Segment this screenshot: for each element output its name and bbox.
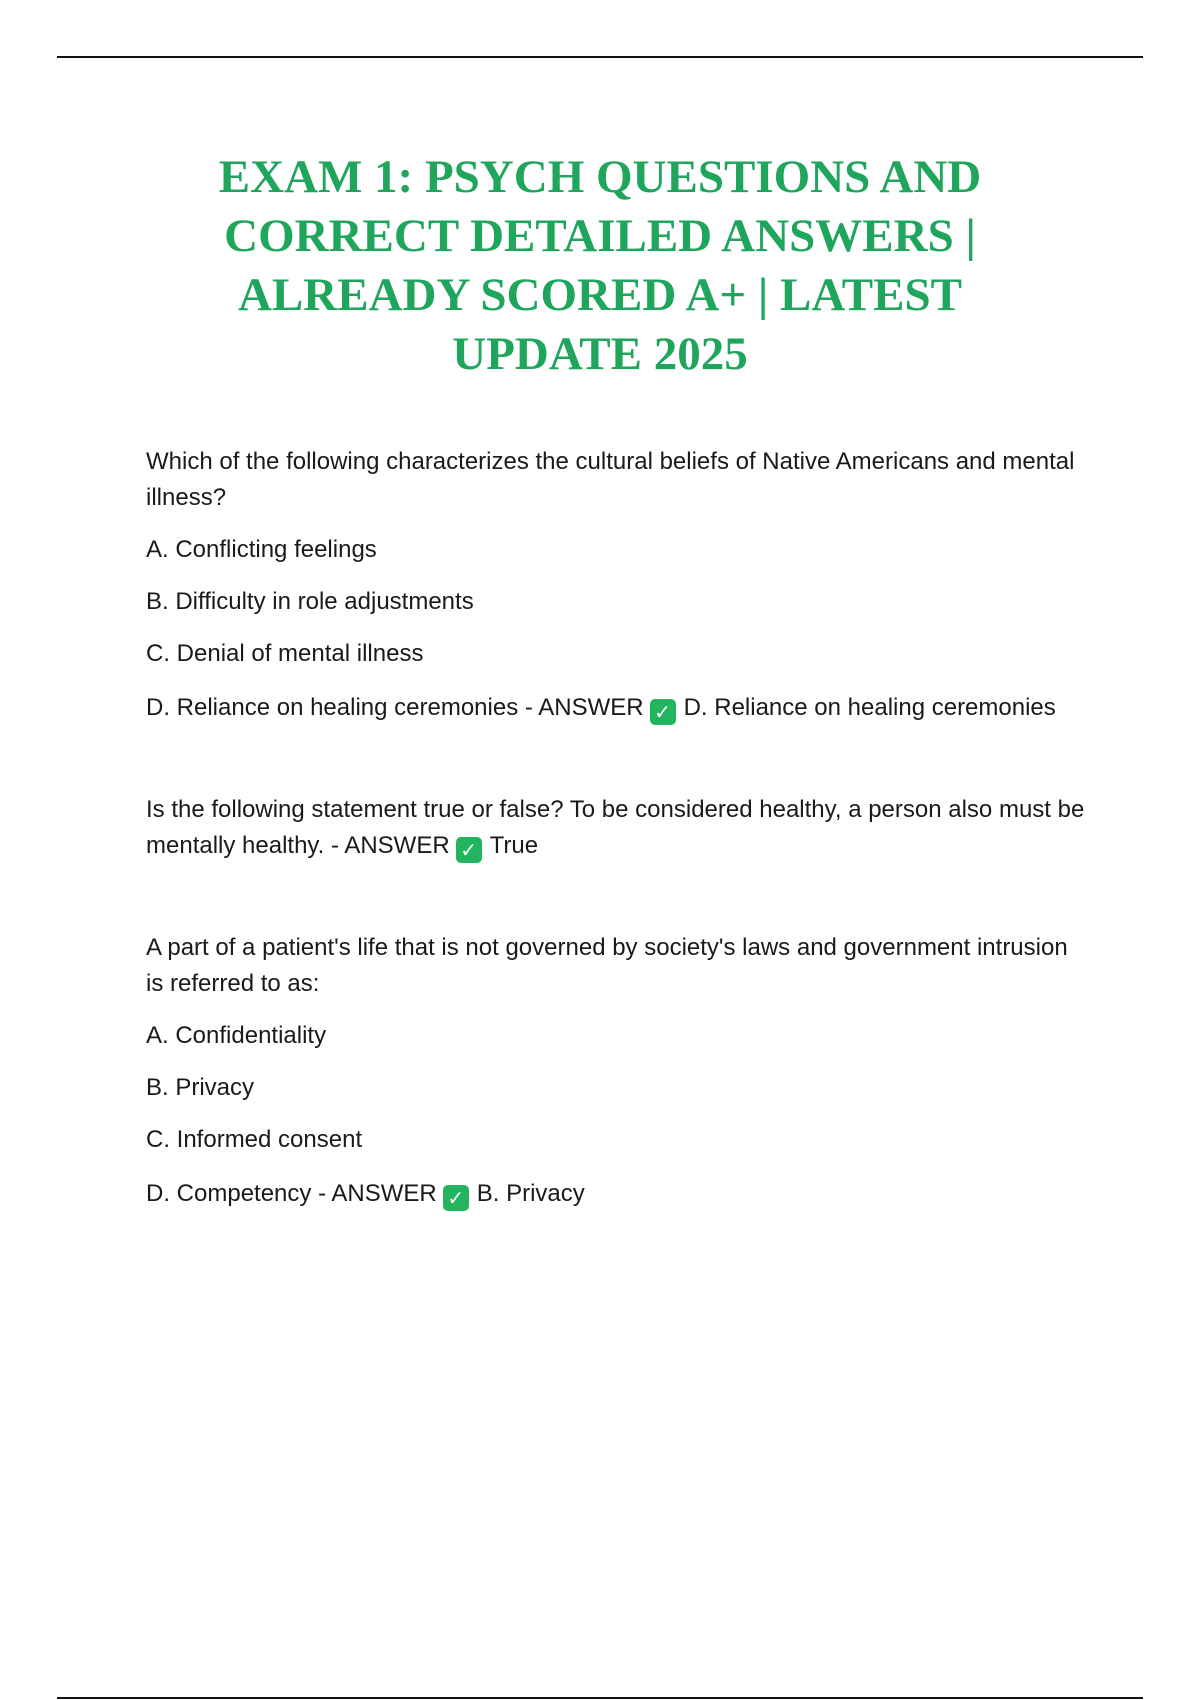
bottom-rule — [57, 1697, 1143, 1699]
option: C. Denial of mental illness — [146, 640, 424, 667]
answer-label: - ANSWER — [518, 694, 644, 721]
option: A. Confidentiality — [146, 1022, 327, 1049]
document-body — [146, 444, 1086, 1212]
check-mark-icon: ✓ — [456, 837, 482, 863]
question-text: Is the following statement true or false? To be considered healthy, a person also must be mentally healthy. — [146, 796, 1085, 859]
question-text: A part of a patient's life that is not governed by society's laws and government intrusion is referred to as: — [146, 934, 1068, 997]
document-title: EXAM 1: PSYCH QUESTIONS AND CORRECT DETAILED ANSWERS | ALREADY SCORED A+ | LATEST UPDATE 2025 — [218, 151, 982, 380]
question-1 — [146, 444, 1086, 726]
answer-label: - ANSWER — [311, 1180, 437, 1207]
question-3 — [146, 930, 1086, 1212]
option: B. Privacy — [146, 1074, 255, 1101]
option: A. Conflicting feelings — [146, 536, 377, 563]
option: D. Competency — [146, 1180, 312, 1207]
answer-line — [146, 1176, 1086, 1212]
answer-value: True — [489, 832, 539, 859]
check-mark-icon: ✓ — [443, 1185, 469, 1211]
option: D. Reliance on healing ceremonies — [146, 694, 519, 721]
answer-line — [146, 690, 1086, 726]
option: C. Informed consent — [146, 1126, 363, 1153]
answer-label: - ANSWER — [324, 832, 450, 859]
answer-value: B. Privacy — [476, 1180, 585, 1207]
option: B. Difficulty in role adjustments — [146, 588, 474, 615]
check-mark-icon: ✓ — [650, 699, 676, 725]
top-rule — [57, 56, 1143, 58]
answer-value: D. Reliance on healing ceremonies — [683, 694, 1056, 721]
question-2 — [146, 792, 1086, 864]
answer-line — [146, 792, 1086, 864]
question-text: Which of the following characterizes the cultural beliefs of Native Americans and mental illness? — [146, 448, 1075, 511]
